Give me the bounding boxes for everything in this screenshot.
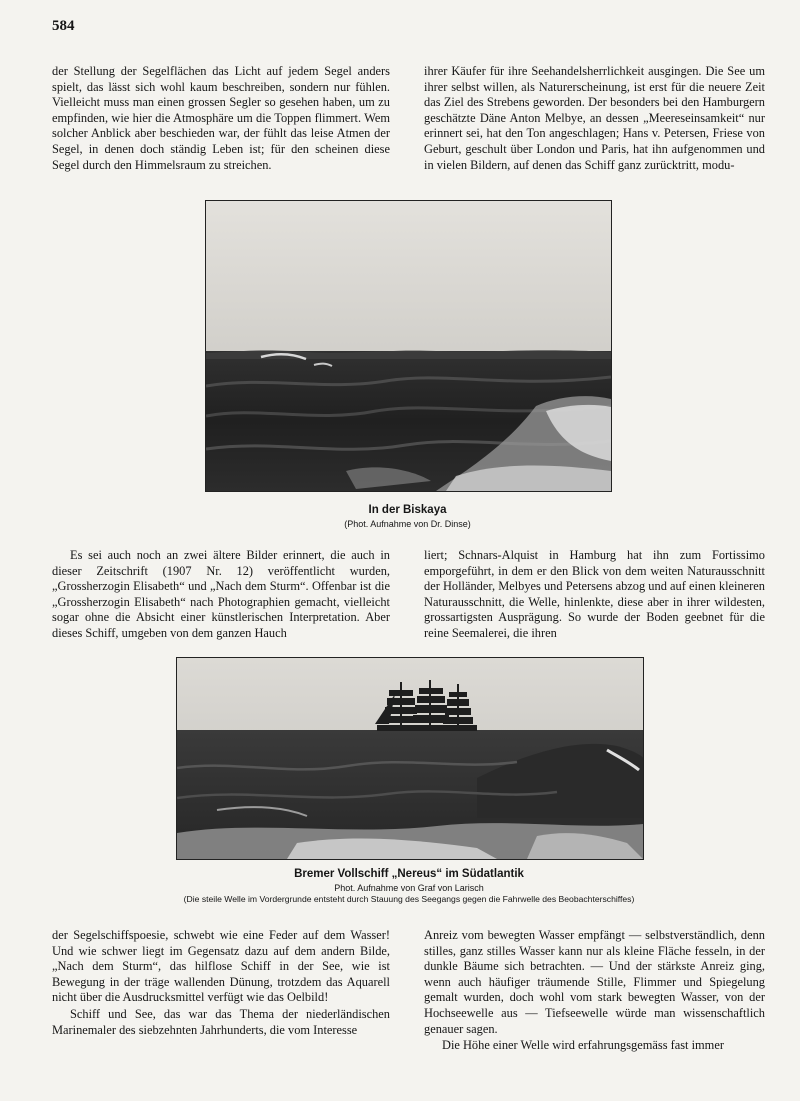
paragraph: Es sei auch noch an zwei ältere Bilder erinnert, die auch in dieser Zeitschrift (1907 Nr. 12) veröffentlicht wurden, „Grossherzogin Elisabeth“ und „Nach dem Sturm“. Offenbar ist die „Grossherzogin Elisabeth“ nach Photographien gemacht, vielleicht sogar ohne die Absicht einer künstlerischen Interpretation. Aber dieses Schiff, umgeben von dem ganzen Hauch	[52, 548, 390, 640]
column-right-bottom	[424, 928, 765, 1054]
column-right-middle	[424, 548, 765, 642]
page-number: 584	[52, 18, 75, 34]
photo-biskaya	[205, 200, 612, 492]
paragraph: liert; Schnars-Alquist in Hamburg hat ihn zum Fortissimo emporgeführt, in dem er den Blick von dem weiten Naturausschnitt der Holländer, Melbyes und Petersens abzog und auf einen kleineren Naturausschnitt, die Welle, hinlenkte, diese aber in ihrer wildesten, grossartigsten Ausprägung. So wurde der Boden geebnet für die reine Seemalerei, die ihren	[424, 548, 765, 640]
photo-nereus	[176, 657, 644, 860]
paragraph: der Stellung der Segelflächen das Licht auf jedem Segel anders spielt, das lässt sich wohl kaum beschreiben, sondern nur fühlen. Vielleicht muss man einen grossen Segler so gesehen haben, um zu empfinden, wie hier die Atmosphäre um die Toppen flimmert. Wem solcher Anblick aber beschieden war, der fühlt das leise Atmen der Segel, in denen doch ständig Leben ist; für den scheinen diese Segel durch den Himmelsraum zu streichen.	[52, 64, 390, 172]
figure-caption-note: (Die steile Welle im Vordergrunde entsteht durch Stauung des Seegangs gegen die Fahrwelle des Beobachterschiffes)	[183, 894, 635, 904]
column-left-middle	[52, 548, 390, 642]
figure-caption-title: In der Biskaya	[368, 504, 447, 516]
figure-caption-credit: (Phot. Aufnahme von Dr. Dinse)	[344, 519, 471, 529]
paragraph: Schiff und See, das war das Thema der niederländischen Marinemaler des siebzehnten Jahrhunderts, die vom Interesse	[52, 1006, 390, 1037]
column-left-top	[52, 64, 390, 173]
column-left-bottom	[52, 928, 390, 1038]
column-right-top	[424, 64, 765, 173]
paragraph: ihrer Käufer für ihre Seehandelsherrlichkeit ausgingen. Die See um ihrer selbst willen, als Naturerscheinung, ist erst für die neuere Zeit das Ziel des Strebens geworden. Der besonders bei den Hamburgern geschätzte Däne Anton Melbye, an dessen „Meereseinsamkeit“ nur erinnert sei, hat den Ton angeschlagen; Hans v. Petersen, Friese von Geburt, geschult über London und Paris, hat ihn aufgenommen und in vielen Bildern, auf denen das Schiff ganz zurücktritt, modu-	[424, 64, 765, 172]
paragraph: der Segelschiffspoesie, schwebt wie eine Feder auf dem Wasser! Und wie schwer liegt im Gegensatz dazu auf dem andern Bilde, „Nach dem Sturm“, das hilflose Schiff in der See, wie ist Bewegung in der träge wallenden Dünung, trotzdem das Aquarell nicht über die Ausdrucksmittel verfügt wie das Oelbild!	[52, 928, 390, 1005]
figure-caption-credit: Phot. Aufnahme von Graf von Larisch	[334, 883, 484, 893]
paragraph: Die Höhe einer Welle wird erfahrungsgemäss fast immer	[442, 1038, 724, 1053]
figure-caption-title: Bremer Vollschiff „Nereus“ im Südatlantik	[294, 868, 524, 880]
paragraph: Anreiz vom bewegten Wasser empfängt — selbstverständlich, denn stilles, ganz stilles Wasser kann nur als kleine Fläche fesseln, in der dunkle Bäume sich betrachten. — Und der stärkste Anreiz ging, wenn auch häufiger träumende Stille, Flimmer und Spiegelung gemalt wurden, doch wohl vom stark bewegten Wasser, von der Hochseewelle aus — Tiefseewelle würde man wissenschaftlich genauer sagen.	[424, 928, 765, 1036]
